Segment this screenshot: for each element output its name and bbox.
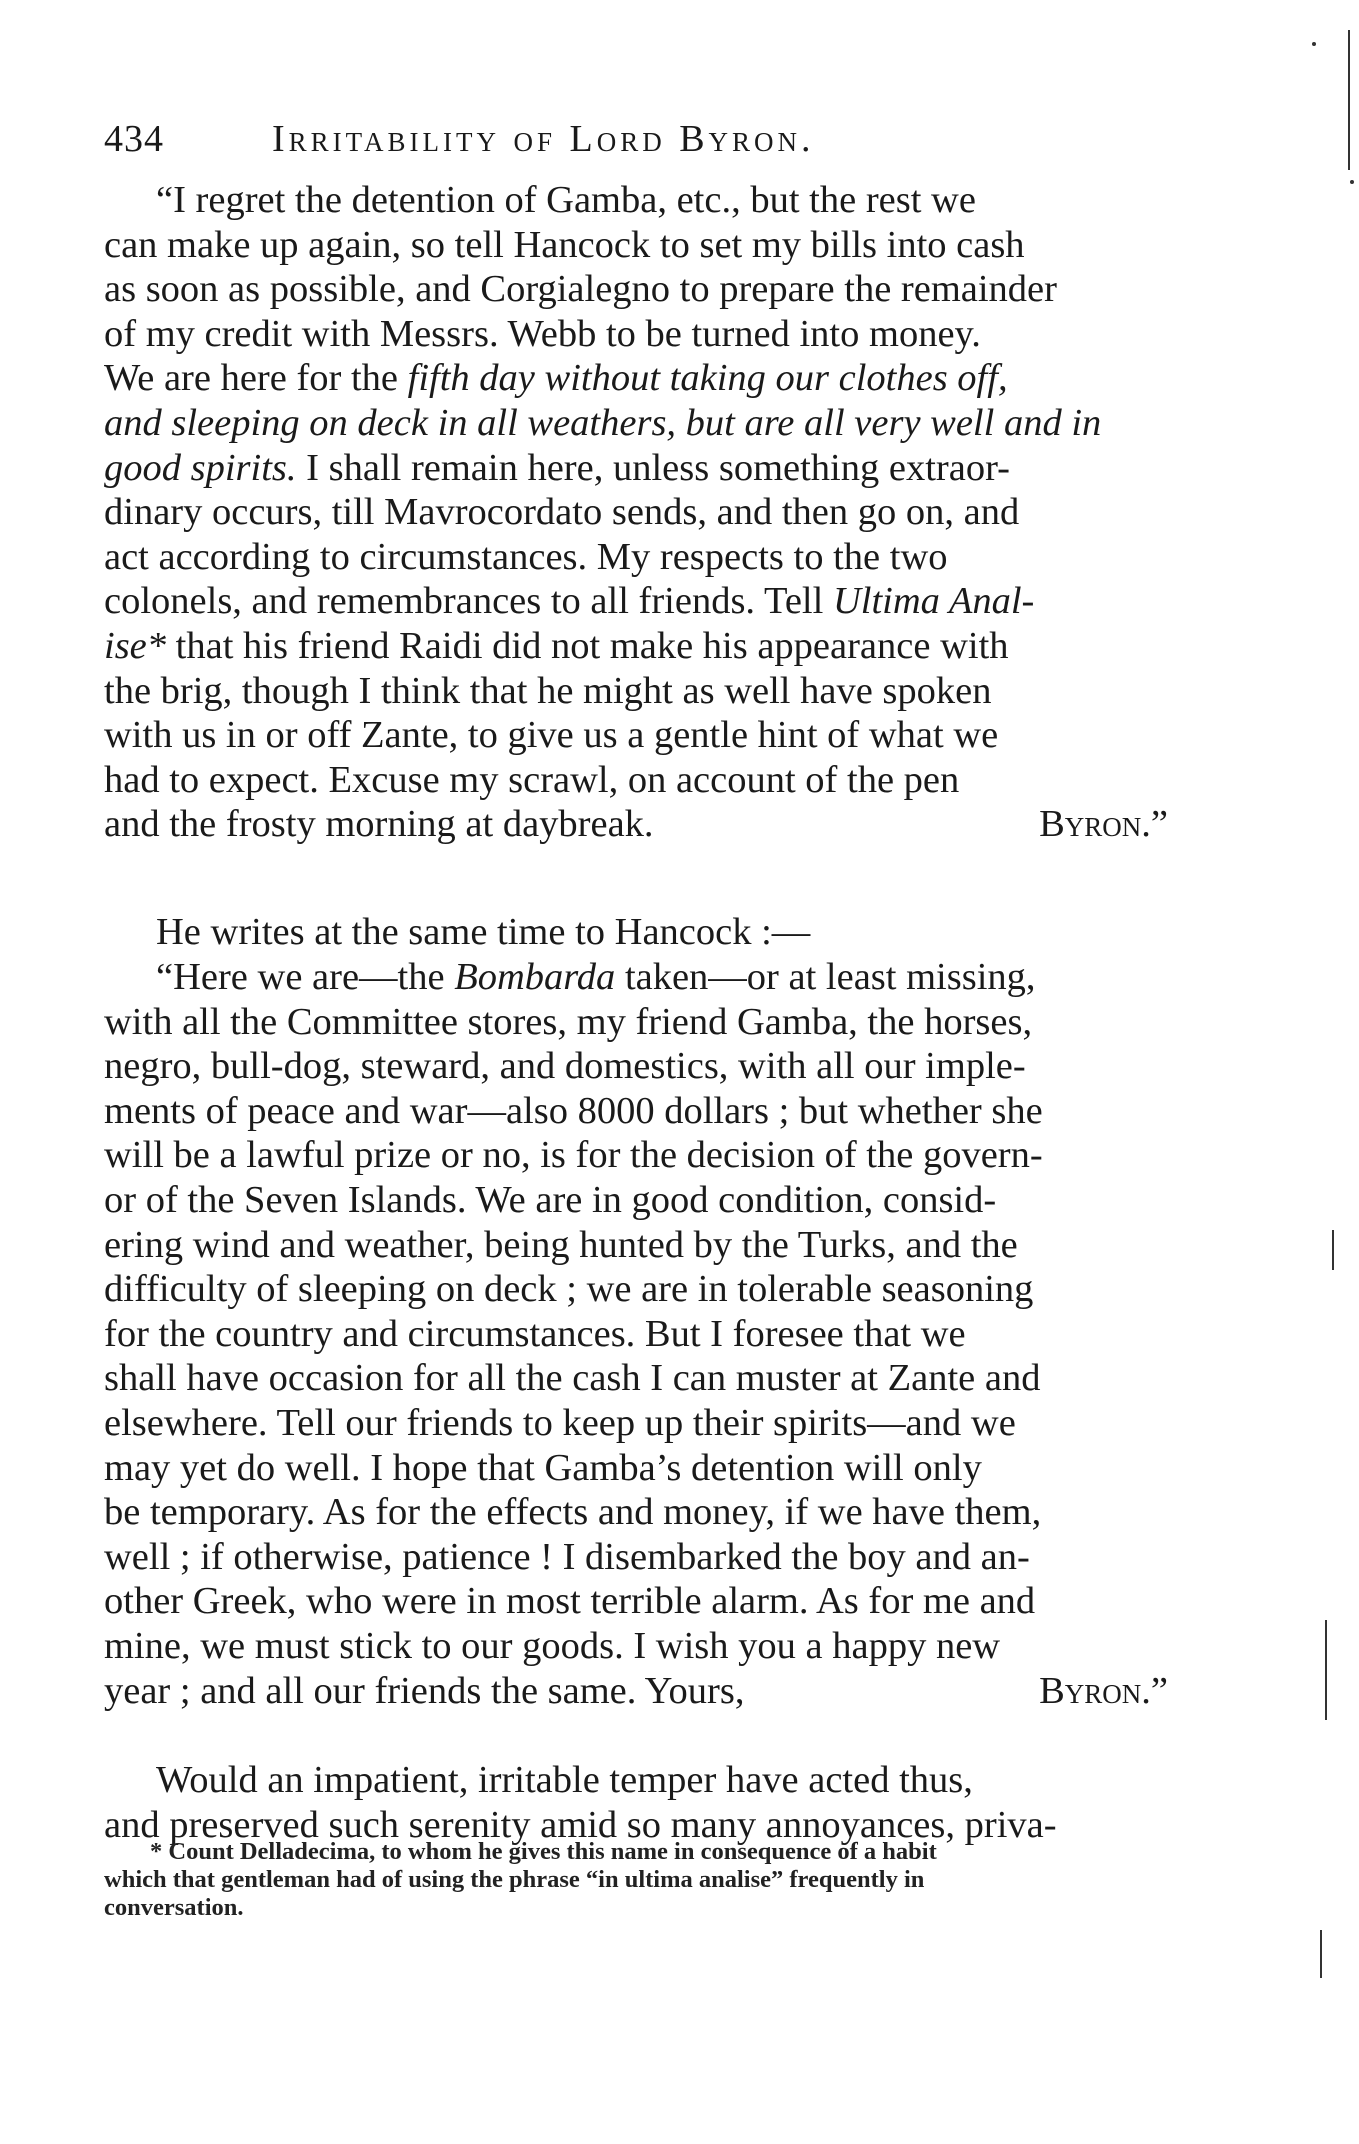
scan-speck [1312,42,1316,46]
text-line: other Greek, who were in most terrible alarm. As for me and [104,1580,1036,1623]
letter-to-muir [104,178,1168,847]
text-line: year ; and all our friends the same. Yours, Byron.” [104,1669,1168,1712]
closing-paragraph [104,1758,1168,1847]
text-line: for the country and circumstances. But I foresee that we [104,1312,966,1355]
text-line: with us in or off Zante, to give us a gentle hint of what we [104,714,999,757]
scan-edge-mark [1332,1230,1334,1270]
text-line: will be a lawful prize or no, is for the decision of the govern- [104,1134,1043,1177]
text-line: difficulty of sleeping on deck ; we are in tolerable seasoning [104,1268,1034,1311]
text-line: dinary occurs, till Mavrocordato sends, and then go on, and [104,491,1020,534]
text-line: had to expect. Excuse my scrawl, on account of the pen [104,758,960,801]
scan-edge-mark [1320,1930,1322,1978]
scan-edge-mark [1348,30,1350,170]
text-line: with all the Committee stores, my friend Gamba, the horses, [104,1000,1033,1043]
text-line: and the frosty morning at daybreak. Byron.” [104,803,1168,846]
text-line: as soon as possible, and Corgialegno to prepare the remainder [104,268,1057,311]
scan-edge-mark [1325,1620,1327,1720]
text-line: of my credit with Messrs. Webb to be turned into money. [104,312,981,355]
footnote [104,1838,1168,1922]
text-line: mine, we must stick to our goods. I wish you a happy new [104,1624,1001,1667]
text-line: and preserved such serenity amid so many annoyances, priva- [104,1803,1057,1846]
text-line: or of the Seven Islands. We are in good condition, consid- [104,1178,997,1221]
signature: Byron.” [1039,1669,1168,1712]
text-line: Would an impatient, irritable temper have acted thus, [156,1759,973,1801]
text-line: may yet do well. I hope that Gamba’s detention will only [104,1446,982,1489]
text-line: ments of peace and war—also 8000 dollars ; but whether she [104,1089,1043,1132]
page-number: 434 [104,118,164,160]
italic-phrase: Bombarda [454,956,616,998]
text-line: be temporary. As for the effects and money, if we have them, [104,1491,1042,1534]
footnote-line: * Count Delladecima, to whom he gives this name in consequence of a habit [150,1838,937,1865]
text-line: ise* that his friend Raidi did not make his appearance with [104,624,1009,667]
text-line: the brig, though I think that he might as well have spoken [104,669,992,712]
text-line: shall have occasion for all the cash I can muster at Zante and [104,1357,1041,1400]
text-line: and sleeping on deck in all weathers, but are all very well and in [104,401,1102,444]
letter-to-hancock [104,955,1168,1713]
text-line: We are here for the fifth day without taking our clothes off, [104,357,1008,400]
signature: Byron.” [1039,803,1168,846]
text-line: well ; if otherwise, patience ! I disembarked the boy and an- [104,1535,1030,1578]
intro-to-second-letter [104,910,1168,955]
text-line: “I regret the detention of Gamba, etc., but the rest we [156,179,976,221]
text-line: He writes at the same time to Hancock :— [156,911,811,953]
text-line: “Here we are—the Bombarda taken—or at least missing, [156,956,1036,998]
running-title: Irritability of Lord Byron. [272,118,815,160]
text-line: can make up again, so tell Hancock to set my bills into cash [104,223,1025,266]
footnote-line: conversation. [104,1894,244,1921]
text-line: act according to circumstances. My respects to the two [104,535,948,578]
text-line: ering wind and weather, being hunted by the Turks, and the [104,1223,1018,1266]
italic-phrase: fifth day without taking our clothes off, [407,357,1008,400]
text-line: colonels, and remembrances to all friends. Tell Ultima Anal- [104,580,1035,623]
text-line: good spirits. I shall remain here, unless something extraor- [104,446,1010,489]
footnote-line: which that gentleman had of using the phrase “in ultima analise” frequently in [104,1866,925,1893]
text-line: elsewhere. Tell our friends to keep up their spirits—and we [104,1401,1016,1444]
running-header [104,112,1204,166]
text-line: negro, bull-dog, steward, and domestics, with all our imple- [104,1045,1026,1088]
scan-speck [1350,180,1354,184]
